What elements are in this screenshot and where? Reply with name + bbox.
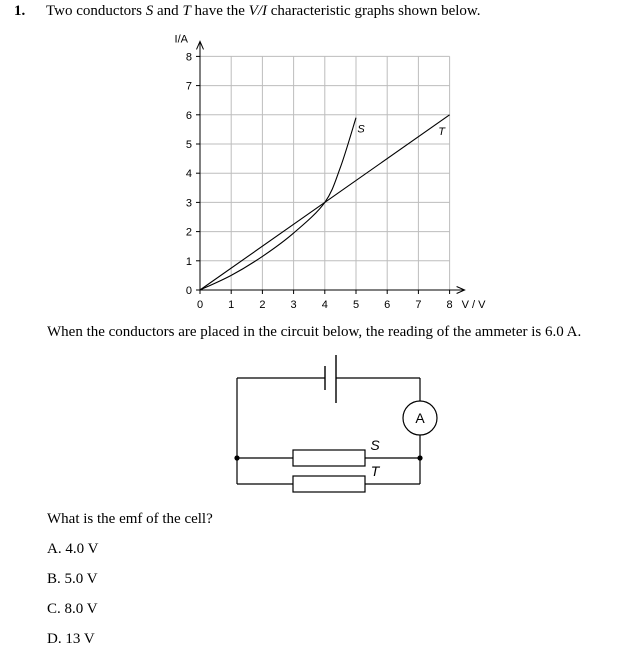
resistor-t bbox=[293, 476, 365, 492]
y-tick-label: 3 bbox=[185, 197, 192, 210]
x-tick-label: 1 bbox=[228, 299, 235, 311]
ammeter-icon bbox=[403, 401, 437, 435]
y-tick-label: 6 bbox=[185, 109, 192, 122]
option-d[interactable]: D. 13 V bbox=[47, 631, 95, 647]
x-tick-label: 8 bbox=[446, 299, 453, 311]
question-text: 1. Two conductors S and T have the V/I characteristic graphs shown below. bbox=[14, 3, 481, 19]
y-tick-label: 5 bbox=[185, 139, 192, 151]
vi-characteristic-graph bbox=[0, 0, 630, 320]
y-axis-label: I/A bbox=[174, 33, 188, 46]
y-tick-label: 8 bbox=[185, 51, 192, 64]
circuit-statement: When the conductors are placed in the circuit below, the reading of the ammeter is 6.0 A. bbox=[47, 324, 582, 340]
s-label: S bbox=[370, 437, 380, 453]
junction bbox=[417, 455, 422, 460]
y-tick-label: 1 bbox=[185, 255, 192, 268]
x-tick-label: 4 bbox=[321, 299, 328, 311]
y-tick-label: 4 bbox=[185, 168, 192, 181]
option-a[interactable]: A. 4.0 V bbox=[47, 541, 99, 557]
t-label: T bbox=[370, 463, 380, 479]
x-tick-label: 7 bbox=[415, 299, 422, 311]
x-axis-label: V / V bbox=[461, 299, 486, 311]
ammeter-label: A bbox=[415, 410, 425, 426]
resistor-s bbox=[293, 450, 365, 466]
junction bbox=[234, 455, 239, 460]
series-t-label: T bbox=[438, 125, 445, 138]
y-tick-label: 2 bbox=[185, 226, 192, 239]
y-tick-label: 7 bbox=[185, 80, 192, 93]
question-number: 1. bbox=[14, 3, 26, 19]
y-tick-label: 0 bbox=[185, 285, 192, 297]
series-s-label: S bbox=[357, 123, 365, 136]
x-tick-label: 3 bbox=[290, 299, 297, 311]
question-stem: What is the emf of the cell? bbox=[47, 511, 213, 527]
option-b[interactable]: B. 5.0 V bbox=[47, 571, 98, 587]
x-tick-label: 0 bbox=[196, 299, 204, 311]
option-c[interactable]: C. 8.0 V bbox=[47, 601, 98, 617]
x-tick-label: 2 bbox=[259, 299, 266, 311]
x-tick-label: 6 bbox=[384, 299, 391, 311]
x-tick-label: 5 bbox=[352, 299, 360, 311]
